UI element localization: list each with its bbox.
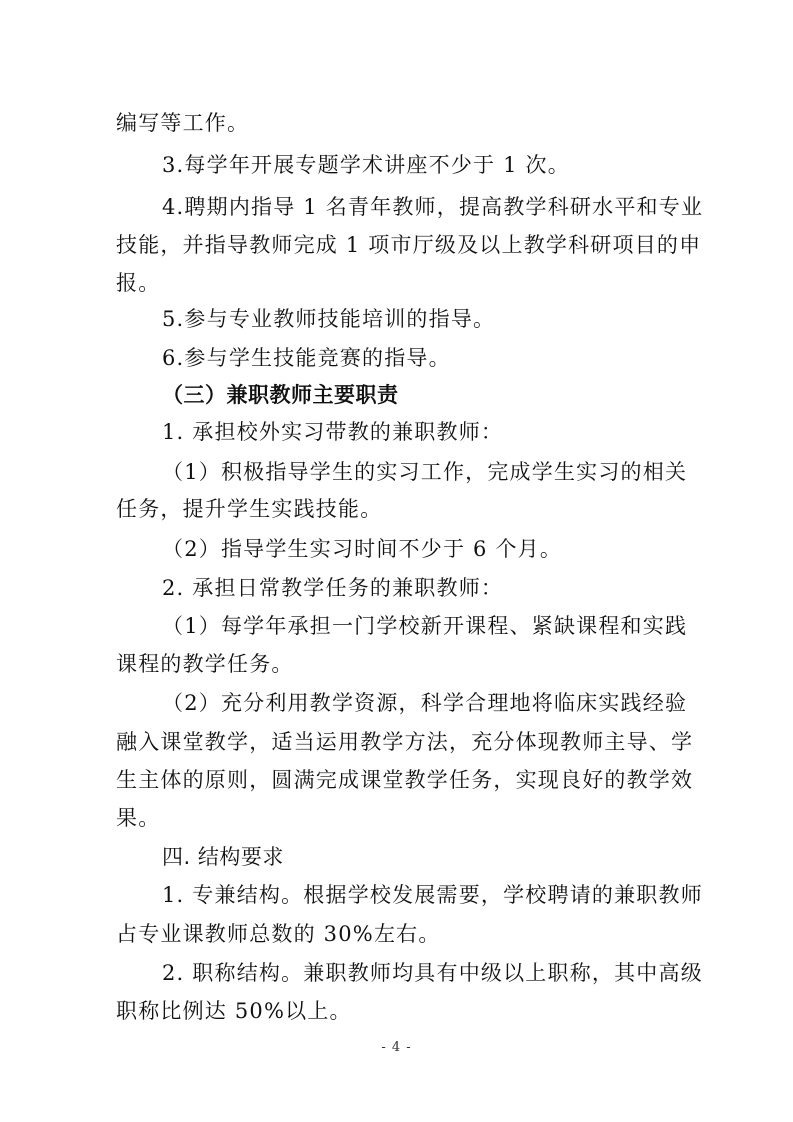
paragraph-line: 3.每学年开展专题学术讲座不少于 1 次。 (162, 153, 570, 177)
paragraph-line: 5.参与专业教师技能培训的指导。 (162, 307, 496, 331)
paragraph-line: （1）每学年承担一门学校新开课程、紧缺课程和实践 (162, 614, 688, 638)
paragraph-line: 2. 承担日常教学任务的兼职教师： (162, 576, 504, 600)
paragraph-line: 果。 (116, 806, 161, 830)
paragraph-line: 生主体的原则，圆满完成课堂教学任务，实现良好的教学效 (116, 768, 694, 792)
paragraph-line: （2）指导学生实习时间不少于 6 个月。 (162, 537, 563, 561)
paragraph-line: 融入课堂教学，适当运用教学方法，充分体现教师主导、学 (116, 730, 694, 754)
paragraph-line: 技能，并指导教师完成 1 项市厅级及以上教学科研项目的申 (116, 233, 702, 257)
paragraph-line: 1. 承担校外实习带教的兼职教师： (162, 420, 504, 444)
paragraph-line: 6.参与学生技能竞赛的指导。 (162, 346, 451, 370)
paragraph-line: 课程的教学任务。 (116, 652, 294, 676)
paragraph-line: 职称比例达 50%以上。 (116, 999, 352, 1023)
section-heading: （三）兼职教师主要职责 (162, 383, 399, 407)
paragraph-line: 2. 职称结构。兼职教师均具有中级以上职称，其中高级 (162, 961, 703, 985)
paragraph-line: （1）积极指导学生的实习工作，完成学生实习的相关 (162, 460, 688, 484)
paragraph-line: 编写等工作。 (116, 111, 250, 135)
section-heading: 四. 结构要求 (162, 845, 284, 869)
paragraph-line: 任务，提升学生实践技能。 (116, 497, 383, 521)
paragraph-line: 占专业课教师总数的 30%左右。 (116, 922, 441, 946)
paragraph-line: 1. 专兼结构。根据学校发展需要，学校聘请的兼职教师 (162, 883, 703, 907)
page-number: - 4 - (381, 1040, 412, 1055)
paragraph-line: 报。 (116, 271, 161, 295)
paragraph-line: 4.聘期内指导 1 名青年教师，提高教学科研水平和专业 (162, 195, 704, 219)
paragraph-line: （2）充分利用教学资源，科学合理地将临床实践经验 (162, 691, 688, 715)
